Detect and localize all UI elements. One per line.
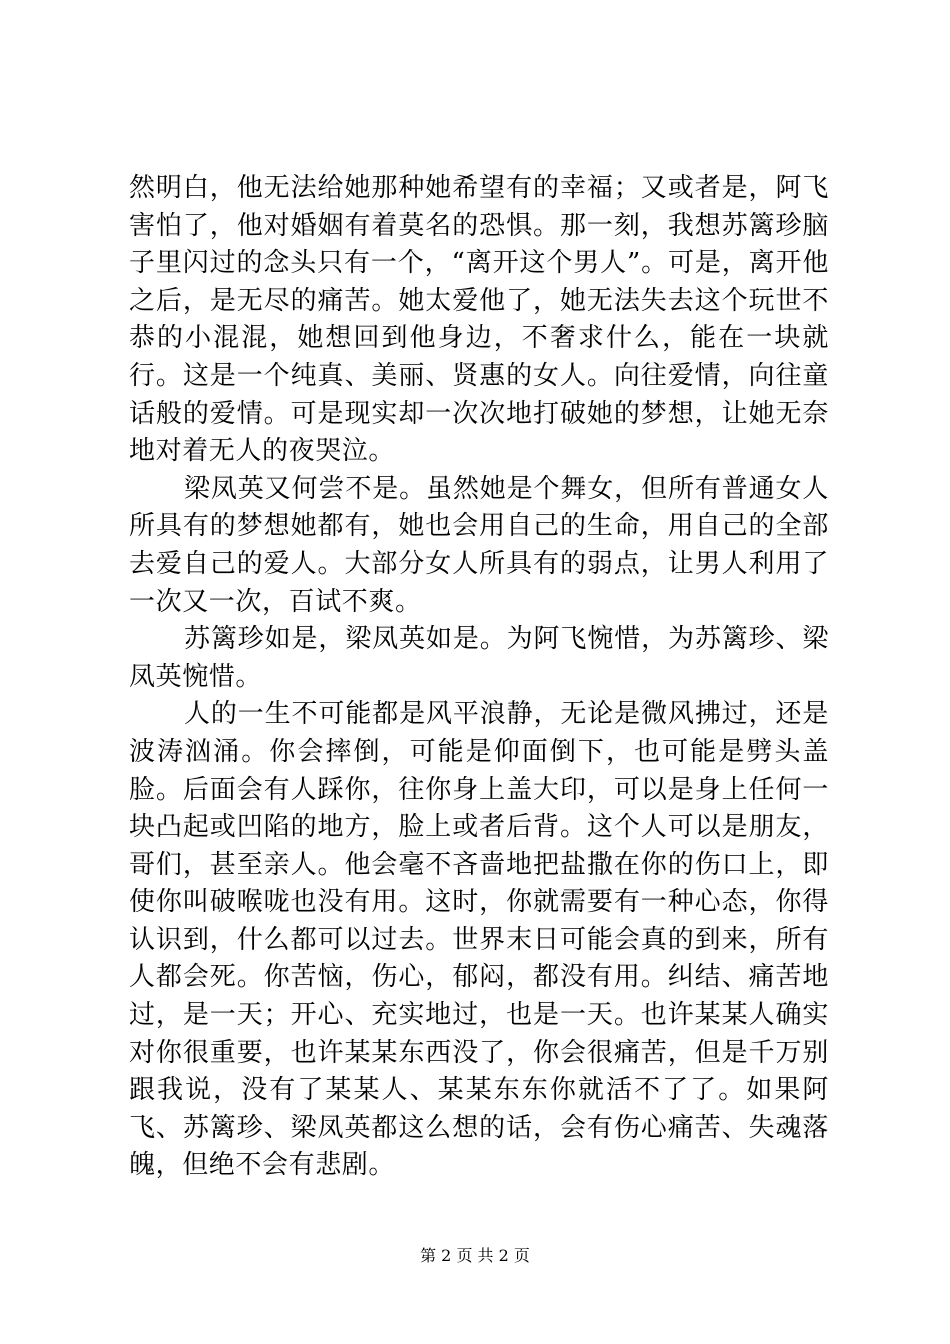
paragraph-1: 然明白，他无法给她那种她希望有的幸福；又或者是，阿飞害怕了，他对婚姻有着莫名的恐惧。那一刻，我想苏篱珍脑子里闪过的念头只有一个，“离开这个男人”。可是，离开他之后，是无尽的痛苦。她太爱他了，她无法失去这个玩世不恭的小混混，她想回到他身边，不奢求什么，能在一块就行。这是一个纯真、美丽、贤惠的女人。向往爱情，向往童话般的爱情。可是现实却一次次地打破她的梦想，让她无奈地对着无人的夜哭泣。 bbox=[129, 173, 829, 467]
body-text bbox=[129, 170, 829, 1185]
page-footer: 第 2 页 共 2 页 bbox=[420, 1246, 530, 1265]
paragraph-2: 梁凤英又何尝不是。虽然她是个舞女，但所有普通女人所具有的梦想她都有，她也会用自己的生命，用自己的全部去爱自己的爱人。大部分女人所具有的弱点，让男人利用了一次又一次，百试不爽。 bbox=[129, 473, 829, 617]
paragraph-3: 苏篱珍如是，梁凤英如是。为阿飞惋惜，为苏篱珍、梁凤英惋惜。 bbox=[129, 624, 829, 692]
paragraph-4: 人的一生不可能都是风平浪静，无论是微风拂过，还是波涛汹涌。你会摔倒，可能是仰面倒下，也可能是劈头盖脸。后面会有人踩你，往你身上盖大印，可以是身上任何一块凸起或凹陷的地方，脸上或者后背。这个人可以是朋友，哥们，甚至亲人。他会毫不吝啬地把盐撒在你的伤口上，即使你叫破喉咙也没有用。这时，你就需要有一种心态，你得认识到，什么都可以过去。世界末日可能会真的到来，所有人都会死。你苦恼，伤心，郁闷，都没有用。纠结、痛苦地过，是一天；开心、充实地过，也是一天。也许某某人确实对你很重要，也许某某东西没了，你会很痛苦，但是千万别跟我说，没有了某某人、某某东东你就活不了了。如果阿飞、苏篱珍、梁凤英都这么想的话，会有伤心痛苦、失魂落魄，但绝不会有悲剧。 bbox=[129, 699, 829, 1181]
